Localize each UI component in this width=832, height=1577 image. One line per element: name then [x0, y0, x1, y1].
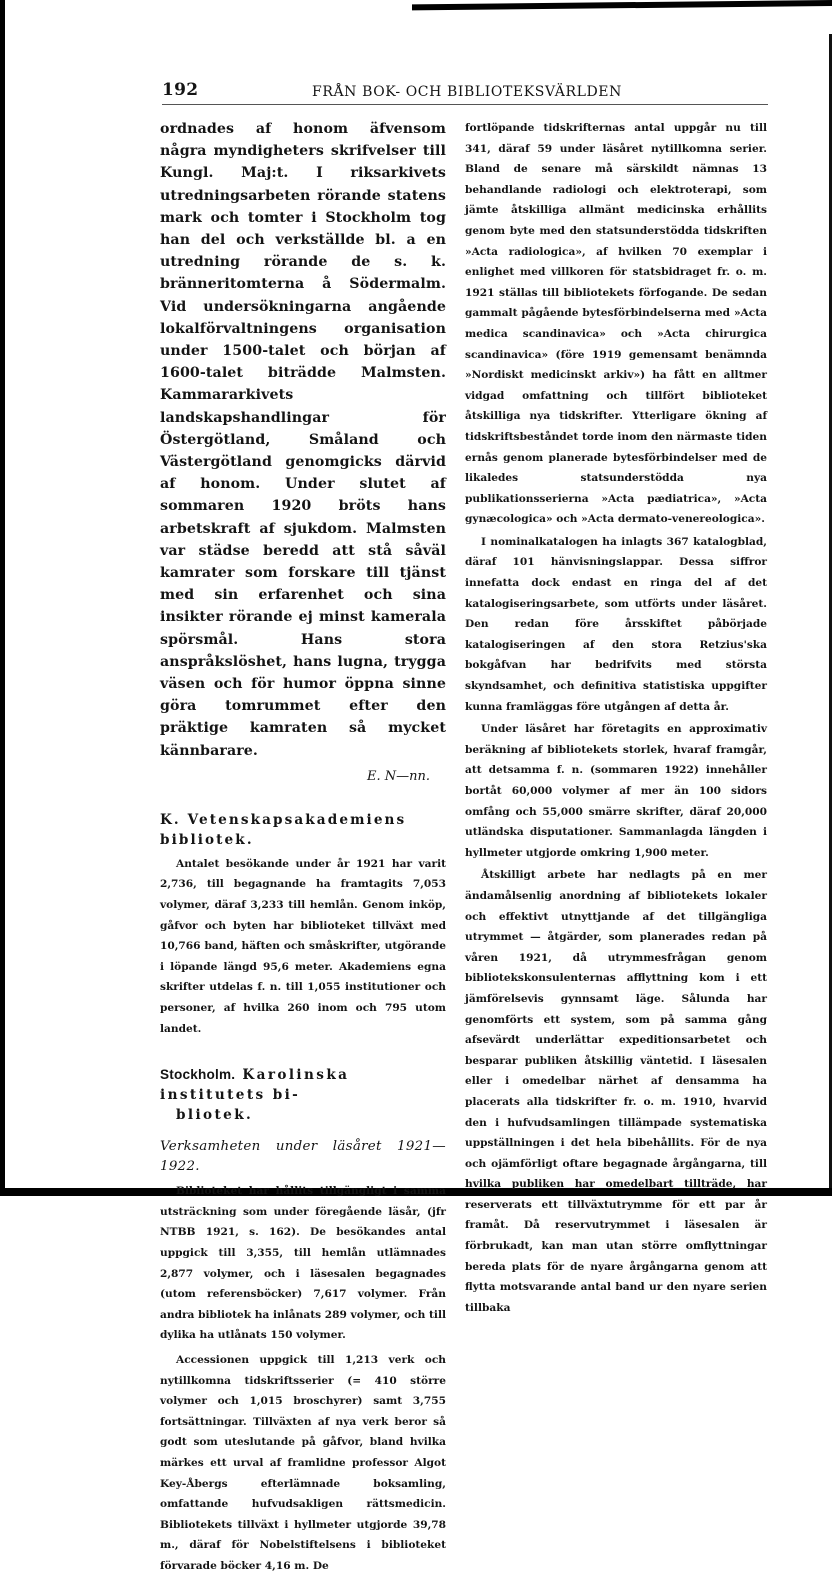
scan-border-left — [0, 0, 5, 1196]
paragraph-1: fortlöpande tidskrifternas antal uppgår nu till 341, däraf 59 under läsåret nytillkomna serier. Bland de senare må särskildt nämnas 13 behandlande radiologi och elektroterapi, som jämte åtskilliga allmänt medicinska erhållits genom byte med den statsunderstödda tidskriften »Acta radiologica», af hvilken 70 exemplar i enlighet med villkoren för statsbidraget fr. o. m. 1921 ställas till bibliotekets förfogande. De sedan gammalt pågående bytesförbindelserna med »Acta medica scandinavica» och »Acta chirurgica scandinavica» (före 1919 gemensamt benämnda »Nordiskt medicinskt arkiv») ha fått en alltmer vidgad omfattning och tillfört biblioteket åtskilliga nya tidskrifter. Ytterligare ökning af tidskriftsbeståndet torde inom den närmaste tiden ernås genom planerade bytesförbindelser med de likaledes statsunderstödda nya publikationsserierna »Acta pædiatrica», »Acta gynæcologica» och »Acta dermato-venereologica». — [465, 122, 767, 526]
section-heading-line2: bliotek. — [176, 1107, 254, 1124]
section-heading: K. Vetenskapsakademiens bibliotek. — [160, 811, 407, 848]
paragraph-2: I nominalkatalogen ha inlagts 367 katalogblad, däraf 101 hänvisningslappar. Dessa siffror innefatta dock endast en ringa del af det katalogiseringsarbete, som utförts under läsåret. Den redan före årsskiftet påbörjade katalogiseringen af den stora Retzius'ska bokgåfvan har bedrifvits med största skyndsamhet, och definitiva statistiska uppgifter kunna framläggas före utgången af detta år. — [465, 535, 767, 713]
section-heading — [160, 1065, 446, 1125]
section-paragraph: Antalet besökande under år 1921 har varit 2,736, till begagnande ha framtagits 7,053 volymer, däraf 3,233 till hemlån. Genom inköp, gåfvor och byten har biblioteket tillväxt med 10,766 band, häften och småskrifter, utgörande i löpande längd 95,6 meter. Akademiens egna skrifter utdelas f. n. till 1,055 institutioner och personer, af hvilka 260 inom och 795 utom landet. — [160, 857, 446, 1035]
signature: E. N—nn. — [366, 768, 430, 784]
scan-border-top — [412, 0, 832, 10]
right-column — [465, 118, 767, 1318]
section-paragraph-1: Biblioteket har hållits tillgängligt i samma utsträckning som under föregående läsår, (jfr NTBB 1921, s. 162). De besökandes antal uppgick till 3,355, till hemlån utlämnades 2,877 volymer, och i läsesalen begagnades (utom referensböcker) 7,617 volymer. Från andra bibliotek ha inlånats 289 volymer, och till dylika ha utlånats 150 volymer. — [160, 1185, 446, 1342]
intro-paragraph: ordnades af honom äfvensom några myndigheters skrifvelser till Kungl. Maj:t. I riksarkivets utredningsarbeten rörande statens mark och tomter i Stockholm tog han del och verkställde bl. a en utredning rörande de s. k. bränneritomterna å Södermalm. Vid undersökningarna angående lokalförvaltningens organisation under 1500-talet och början af 1600-talet biträdde Malmsten. Kammararkivets landskapshandlingar för Östergötland, Småland och Västergötland genomgicks därvid af honom. Under slutet af sommaren 1920 bröts hans arbetskraft af sjukdom. Malmsten var städse beredd att stå såväl kamrater som forskare till tjänst med sin erfarenhet och sina insikter rörande ej minst kamerala spörsmål. Hans stora anspråkslöshet, hans lugna, trygga väsen och för humor öppna sinne göra tomrummet efter den präktige kamraten så mycket kännbarare. — [160, 121, 446, 759]
paragraph-3: Under läsåret har företagits en approximativ beräkning af bibliotekets storlek, hvaraf framgår, att detsamma f. n. (sommaren 1922) innehåller bortåt 60,000 volymer af mer än 100 sidors omfång och 55,000 smärre skrifter, däraf 20,000 utländska disputationer. Sammanlagda längden i hyllmeter utgjorde omkring 1,900 meter. — [465, 723, 767, 859]
left-column — [160, 118, 446, 1577]
section-paragraph-2: Accessionen uppgick till 1,213 verk och nytillkomna tidskriftsserier (= 410 större volymer och 1,015 broschyrer) samt 3,755 fortsättningar. Tillväxten af nya verk beror så godt som uteslutande på gåfvor, bland hvilka märkes ett urval af framlidne professor Algot Key-Åbergs efterlämnade boksamling, omfattande hufvudsakligen rättsmedicin. Bibliotekets tillväxt i hyllmeter utgjorde 39,78 m., däraf för Nobelstiftelsens i biblioteket förvarade böcker 4,16 m. De — [160, 1353, 446, 1572]
section-subheading: Verksamheten under läsåret 1921—1922. — [160, 1139, 446, 1175]
section-vetenskapsakademien — [160, 810, 446, 1039]
paragraph-4: Åtskilligt arbete har nedlagts på en mer ändamålsenlig anordning af bibliotekets lokaler och effektivt utnyttjande af det tillgängliga utrymmet — åtgärder, som planerades redan på våren 1921, då utrymmesfrågan genom bibliotekskonsulenternas afflyttning kom i ett jämförelsevis gynnsamt läge. Sålunda har genomförts ett system, som på samma gång afsevärdt underlättar expeditionsarbetet och besparar publiken åtskillig väntetid. I läsesalen eller i omedelbar närhet af densamma ha placerats alla tidskrifter fr. o. m. 1910, hvarvid den i hufvudsamlingen tillämpade systematiska uppställningen i det hela bibehållits. För de nya och ojämförligt oftare begagnade årgångarna, till hvilka publiken har omedelbart tillträde, har reserverats ett tillväxtutrymme för ett par år framåt. Då reservutrymmet i läsesalen är förbrukadt, kan man utan större omflyttningar bereda plats för de nyare årgångarna genom att flytta motsvarande antal band ur den nyare serien tillbaka — [465, 869, 767, 1314]
section-heading-line1: Karolinska institutets bi- — [160, 1067, 350, 1104]
running-title: FRÅN BOK- OCH BIBLIOTEKSVÄRLDEN — [312, 84, 622, 100]
section-place: Stockholm. — [160, 1067, 236, 1083]
page-number: 192 — [162, 80, 199, 100]
running-head — [162, 80, 768, 105]
section-karolinska — [160, 1065, 446, 1576]
